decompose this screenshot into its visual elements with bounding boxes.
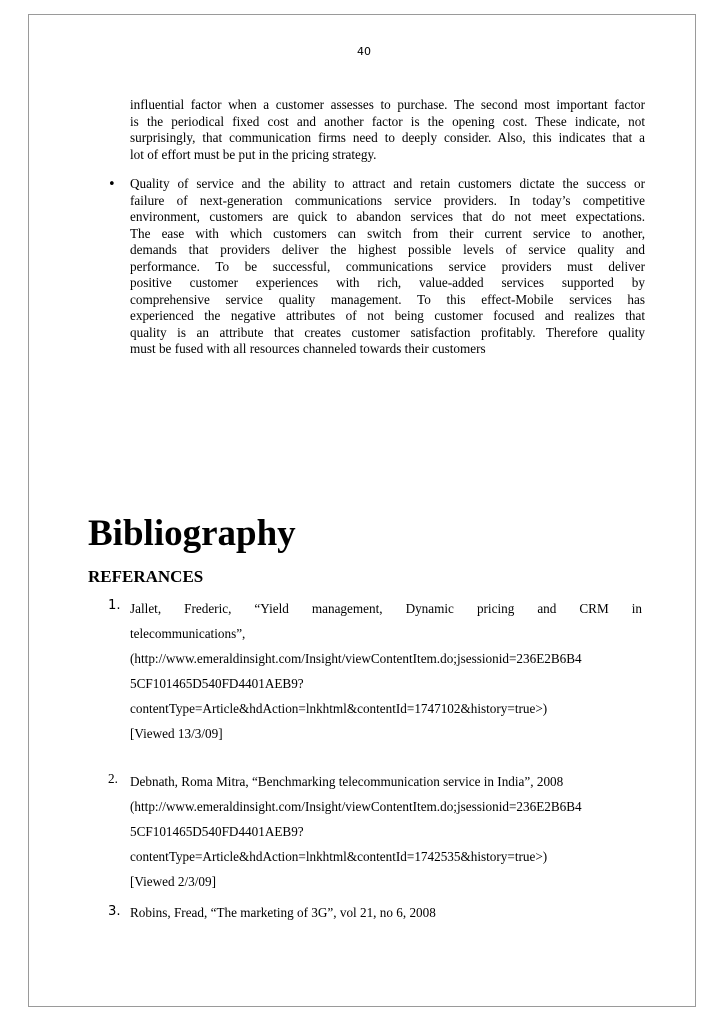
text-line: performance. To be successful, communications service providers must deliver — [130, 258, 645, 274]
reference-number: 3. — [108, 904, 121, 919]
reference-number: 2. — [108, 771, 118, 786]
reference-item — [130, 596, 642, 746]
reference-line: [Viewed 2/3/09] — [130, 874, 217, 889]
reference-line: Debnath, Roma Mitra, “Benchmarking telecommunication service in India”, 2008 — [130, 774, 564, 789]
bibliography-heading: Bibliography — [88, 513, 296, 554]
reference-line: (http://www.emeraldinsight.com/Insight/viewContentItem.do;jsessionid=236E2B6B4 — [130, 799, 582, 814]
reference-line: contentType=Article&hdAction=lnkhtml&contentId=1747102&history=true>) — [130, 701, 548, 716]
reference-item — [130, 900, 642, 925]
reference-line: telecommunications”, — [130, 626, 246, 641]
references-heading: REFERANCES — [88, 567, 204, 586]
reference-line: Robins, Fread, “The marketing of 3G”, vol 21, no 6, 2008 — [130, 905, 436, 920]
intro-paragraph — [130, 97, 645, 163]
reference-line: 5CF101465D540FD4401AEB9? — [130, 676, 304, 691]
reference-line: (http://www.emeraldinsight.com/Insight/viewContentItem.do;jsessionid=236E2B6B4 — [130, 651, 582, 666]
text-line: Quality of service and the ability to attract and retain customers dictate the success or — [130, 176, 645, 191]
text-line: failure of next-generation communications service providers. In today’s competitive — [130, 192, 645, 208]
page-number: 40 — [357, 45, 371, 58]
text-line: must be fused with all resources channeled towards their customers — [130, 341, 486, 356]
reference-number: 1. — [108, 598, 121, 613]
text-line: influential factor when a customer assesses to purchase. The second most important factor — [130, 97, 645, 112]
reference-line: Jallet, Frederic, “Yield management, Dynamic pricing and CRM in — [130, 601, 642, 616]
text-line: quality is an attribute that creates customer satisfaction profitably. Therefore quality — [130, 324, 645, 340]
bullet-marker: • — [108, 177, 116, 192]
reference-line: contentType=Article&hdAction=lnkhtml&contentId=1742535&history=true>) — [130, 849, 548, 864]
reference-item — [130, 769, 642, 894]
bullet-paragraph — [130, 176, 645, 358]
text-line: environment, customers are quick to abandon services that do not meet expectations. — [130, 209, 645, 224]
text-line: comprehensive service quality management. To this effect-Mobile services has — [130, 291, 645, 307]
text-line: experienced the negative attributes of not being customer focused and realizes that — [130, 308, 645, 323]
text-line: lot of effort must be put in the pricing strategy. — [130, 146, 377, 162]
text-line: demands that providers deliver the highest possible levels of service quality and — [130, 242, 645, 257]
text-line: The ease with which customers can switch from their current service to another, — [130, 225, 645, 241]
text-line: surprisingly, that communication firms need to deeply consider. Also, this indicates that a — [130, 130, 645, 145]
reference-line: 5CF101465D540FD4401AEB9? — [130, 824, 304, 839]
text-line: positive customer experiences with rich, value-added services supported by — [130, 275, 645, 290]
reference-line: [Viewed 13/3/09] — [130, 726, 223, 741]
text-line: is the periodical fixed cost and another factor is the opening cost. These indicate, not — [130, 113, 645, 129]
